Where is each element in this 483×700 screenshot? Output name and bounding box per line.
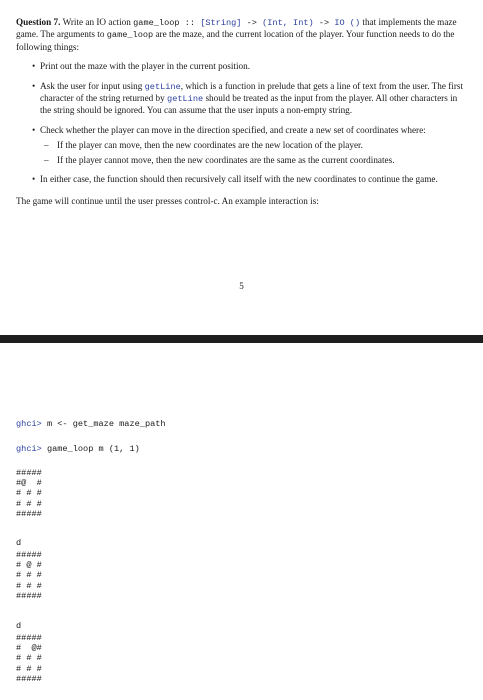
requirements-list: [16, 61, 468, 185]
function-name: game_loop: [133, 18, 180, 28]
question-body: [16, 17, 468, 208]
maze-output-1: ##### #@ # # # # # # # #####: [16, 468, 42, 519]
sub-requirement-can-move: [40, 140, 468, 151]
bullet-icon: •: [32, 61, 36, 72]
exam-page: [0, 0, 483, 335]
sub-requirements-list: [40, 140, 468, 166]
requirement-print: [16, 61, 468, 72]
intro-text: Write an IO action: [62, 17, 134, 27]
dash-icon: –: [44, 154, 49, 165]
signature-arrow-1: ->: [241, 18, 263, 28]
requirement-text: , which is a function in prelude that gets a line of text from the user. The first character of the string returned by: [40, 80, 464, 104]
ghci-prompt: ghci>: [16, 419, 42, 429]
ghci-line-2: [16, 444, 140, 454]
requirement-text: Check whether the player can move in the direction specified, and create a new set of coordinates where:: [40, 124, 426, 135]
code-getline: getLine: [144, 81, 181, 92]
bullet-icon: •: [32, 80, 36, 91]
signature-separator: ::: [179, 18, 201, 28]
bullet-icon: •: [32, 174, 36, 185]
signature-type-3: IO (): [334, 18, 361, 28]
user-input-1: d: [16, 538, 22, 548]
code-getline: getLine: [167, 94, 204, 105]
requirement-text: In either case, the function should then recursively call itself with the new coordinates to continue the game.: [40, 174, 438, 185]
requirement-text: Ask the user for input using: [40, 80, 145, 91]
ghci-command: game_loop m (1, 1): [41, 444, 140, 454]
function-name-ref: game_loop: [106, 30, 154, 41]
signature-type-2: (Int, Int): [262, 18, 314, 28]
maze-output-3: ##### # @# # # # # # # #####: [16, 633, 42, 684]
requirement-input: [16, 81, 468, 117]
signature-arrow-2: ->: [313, 18, 335, 28]
sub-requirement-text: If the player can move, then the new coordinates are the new location of the player.: [57, 140, 363, 151]
question-label: Question 7.: [16, 17, 61, 27]
page-number: 5: [239, 281, 244, 291]
intro-text-2: that implements the maze game. The arguments to: [16, 17, 457, 40]
page-divider: [0, 335, 483, 343]
dash-icon: –: [44, 140, 49, 151]
ghci-command: m <- get_maze maze_path: [41, 419, 166, 429]
user-input-2: d: [16, 621, 22, 631]
ghci-prompt: ghci>: [16, 444, 42, 454]
intro-text-3: are the maze, and the current location of the player. Your function needs to do the following things:: [16, 29, 455, 52]
ghci-line-1: [16, 419, 166, 429]
requirement-text: should be treated as the input from the player. All other characters in the string should be ignored. You can assume that the user inputs a non-empty string.: [40, 93, 458, 116]
requirement-move-check: [16, 125, 468, 166]
closing-text: The game will continue until the user presses control-c. An example interaction is:: [16, 196, 319, 207]
signature-type-1: [String]: [200, 18, 242, 28]
requirement-recurse: [16, 174, 468, 185]
question-intro: [16, 17, 468, 53]
sub-requirement-cannot-move: [40, 155, 468, 166]
sub-requirement-text: If the player cannot move, then the new coordinates are the same as the current coordinates.: [57, 154, 395, 165]
maze-output-2: ##### # @ # # # # # # # #####: [16, 550, 42, 601]
bullet-icon: •: [32, 124, 36, 135]
example-session-page: [0, 343, 483, 700]
requirement-text: Print out the maze with the player in the current position.: [40, 61, 250, 72]
